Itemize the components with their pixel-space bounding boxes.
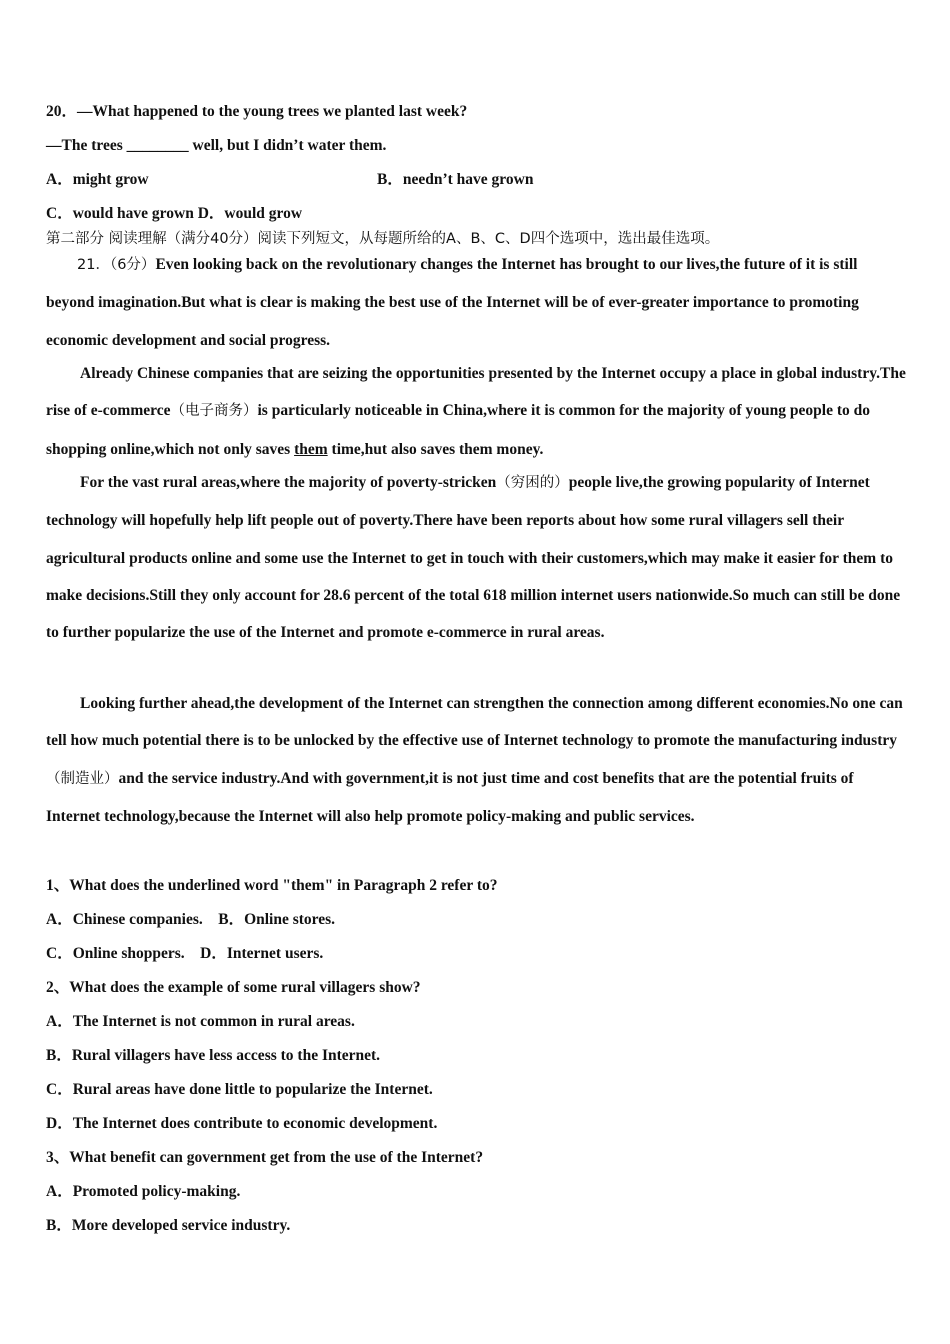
question-2-option-b: B．Rural villagers have less access to the Internet. <box>46 1047 381 1064</box>
question-3-option-a: A．Promoted policy-making. <box>46 1183 241 1200</box>
question-3-option-b: B．More developed service industry. <box>46 1217 291 1234</box>
q20-option-a: A．might grow <box>46 171 149 188</box>
question-1-options-cd: C．Online shoppers. D．Internet users. <box>46 945 324 962</box>
question-2-stem: 2、What does the example of some rural villagers show? <box>46 979 421 996</box>
question-2-option-d: D．The Internet does contribute to economic development. <box>46 1115 438 1132</box>
question-1-options-ab: A．Chinese companies. B．Online stores. <box>46 911 336 928</box>
passage-paragraph-3: For the vast rural areas,where the majority of poverty-stricken（穷困的）people live,the growing popularity of Internet technology will hopefully help lift people out of poverty.There have been reports about how some rural villagers sell their agricultural products online and some use the Internet to get in touch with their customers,which may make it easier for them to make decisions.Still they only account for 28.6 percent of the total 618 million internet users nationwide.So much can still be done to further popularize the use of the Internet and promote e-commerce in rural areas. <box>46 474 901 642</box>
q20-options-ab <box>46 170 906 190</box>
question-2-option-c: C．Rural areas have done little to popularize the Internet. <box>46 1081 433 1098</box>
q20-options-cd: C．would have grown D．would grow <box>46 205 303 222</box>
passage-paragraph-4: Looking further ahead,the development of the Internet can strengthen the connection among different economies.No one can tell how much potential there is to be unlocked by the effective use of Internet technology to promote the manufacturing industry（制造业）and the service industry.And with government,it is not just time and cost benefits that are the potential fruits of Internet technology,because the Internet will also help promote policy-making and public services. <box>46 695 903 825</box>
question-2-option-a: A．The Internet is not common in rural areas. <box>46 1013 355 1030</box>
q20-sentence: —The trees ________ well, but I didn’t water them. <box>46 137 387 154</box>
question-number: 21．（6分） <box>77 257 156 273</box>
passage-paragraph-1: 21．（6分）Even looking back on the revolutionary changes the Internet has brought to our lives,the future of it is still beyond imagination.But what is clear is making the best use of the Internet will be of ever-greater importance to promoting economic development and social progress. <box>46 256 859 349</box>
underlined-word: them <box>294 440 328 458</box>
section-header: 第二部分 阅读理解（满分40分）阅读下列短文，从每题所给的A、B、C、D四个选项中，选出最佳选项。 <box>46 231 720 247</box>
q20-stem: 20．—What happened to the young trees we planted last week? <box>46 103 468 120</box>
passage-paragraph-2: Already Chinese companies that are seizing the opportunities presented by the Internet occupy a place in global industry.The rise of e-commerce（电子商务）is particularly noticeable in China,where it is common for the majority of young people to do shopping online,which not only saves them time,hut also saves them money. <box>46 365 906 458</box>
question-1-stem: 1、What does the underlined word "them" in Paragraph 2 refer to? <box>46 877 498 894</box>
q20-option-b: B．needn’t have grown <box>377 171 534 188</box>
question-3-stem: 3、What benefit can government get from the use of the Internet? <box>46 1149 484 1166</box>
